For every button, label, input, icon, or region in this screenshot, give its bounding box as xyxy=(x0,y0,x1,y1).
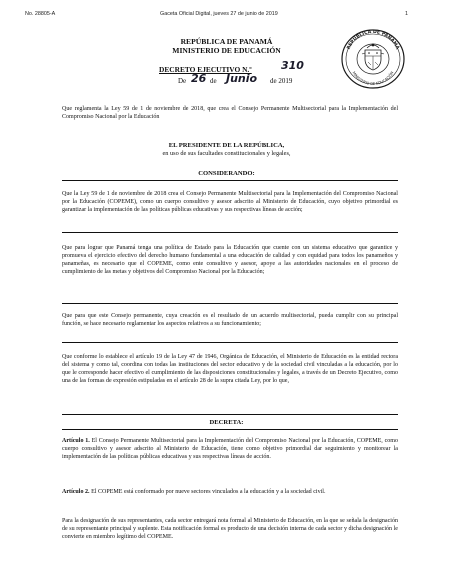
president-title: EL PRESIDENTE DE LA REPÚBLICA, xyxy=(168,142,285,149)
decree-date-de: De xyxy=(178,77,187,85)
divider xyxy=(62,180,398,181)
divider xyxy=(62,232,398,233)
page-number: 1 xyxy=(405,11,408,17)
decree-summary: Que reglamenta la Ley 59 de 1 de noviembre de 2018, que crea el Consejo Permanente Multisectorial para la Implementación del Compromiso Nacional por la Educación xyxy=(62,106,398,121)
decree-year: de 2019 xyxy=(270,77,293,85)
article-1-text: El Consejo Permanente Multisectorial para la Implementación del Compromiso Nacional por la Educación, COPEME, como cuerpo consultivo y asesor adscrito al Ministerio de Educación, tiene como objetivo primordial dar seguimiento y monitorear la implementación de las políticas públicas educativas y sus respectivas líneas de acción. xyxy=(62,438,399,461)
gazette-title: Gaceta Oficial Digital, jueves 27 de junio de 2019 xyxy=(160,11,278,17)
closing-paragraph: Para la designación de sus representantes, cada sector entregará nota formal al Ministerio de Educación, en la que se señala la designación de su representante principal y suplente. Esta notificación formal es producto de una decisión interna de cada sector y dicha designación le convierte en miembro legítimo del COPEME. xyxy=(62,518,398,541)
considerando-paragraph-1: Que la Ley 59 de 1 de noviembre de 2018 crea el Consejo Permanente Multisectorial para la Implementación del Compromiso Nacional por la Educación (COPEME), como un cuerpo consultivo y asesor adscrito al Ministerio de Educación, cuyo objetivo primordial es garantizar la implementación de las políticas públicas educativas y sus respectivas líneas de acción; xyxy=(62,191,398,214)
considerando-paragraph-4: Que conforme lo establece el artículo 19 de la Ley 47 de 1946, Orgánica de Educación, el Ministerio de Educación es la entidad rectora del sistema y como tal, coordina con todas las instituciones del sector educativo y de la sociedad civil vinculadas a la educación, por lo que le corresponde hacer efectivo el cumplimiento de las disposiciones constitucionales y legales, a través de un Decreto Ejecutivo, como una de las formas de expresión estipuladas en el artículo 28 de la supra citada Ley, por lo que, xyxy=(62,354,398,385)
svg-text:MINISTERIO DE EDUCACIÓN: MINISTERIO DE EDUCACIÓN xyxy=(351,70,395,87)
considerando-paragraph-3: Que para que este Consejo permanente, cuya creación es el resultado de un acuerdo multisectorial, pueda cumplir con su principal función, se hace necesario reglamentar los aspectos relativos a su funcionamiento; xyxy=(62,313,398,328)
decree-label-text: DECRETO EJECUTIVO N.º xyxy=(159,65,252,74)
divider xyxy=(62,414,398,415)
gazette-header xyxy=(0,11,453,21)
article-2-text: El COPEME está conformado por nueve sectores vinculados a la educación y a la sociedad civil. xyxy=(91,489,326,495)
article-1-label: Artículo 1. xyxy=(62,438,90,444)
svg-text:REPÚBLICA DE PANAMÁ: REPÚBLICA DE PANAMÁ xyxy=(346,29,400,51)
article-2-label: Artículo 2. xyxy=(62,489,90,495)
ministry-seal-icon xyxy=(336,26,410,90)
decree-day: 26 xyxy=(191,72,207,85)
president-powers: en uso de sus facultades constitucionales y legales, xyxy=(162,150,291,157)
divider xyxy=(62,342,398,343)
considerando-heading: CONSIDERANDO: xyxy=(198,170,255,177)
decree-month: Junio xyxy=(226,72,258,85)
decree-date-de2: de xyxy=(210,77,217,85)
article-2 xyxy=(62,488,398,496)
republic-title: REPÚBLICA DE PANAMÁ xyxy=(180,37,273,46)
decreta-heading: DECRETA: xyxy=(209,419,244,426)
decree-number: 310 xyxy=(281,59,304,72)
ministry-title: MINISTERIO DE EDUCACIÓN xyxy=(172,46,281,55)
divider xyxy=(62,429,398,430)
article-1 xyxy=(62,437,398,461)
considerando-paragraph-2: Que para lograr que Panamá tenga una política de Estado para la Educación que cuente con un sistema educativo que garantice y promueva el ejercicio efectivo del derecho humano fundamental a una educación de calidad y con equidad para todos los panameños y panameñas, es necesario que el COPEME, como ente consultivo y asesor, apoye a las autoridades nacionales en el proceso de cumplimiento de las metas y objetivos del Compromiso Nacional por la Educación; xyxy=(62,245,398,276)
divider xyxy=(62,303,398,304)
doc-number: No. 28805-A xyxy=(25,11,56,17)
